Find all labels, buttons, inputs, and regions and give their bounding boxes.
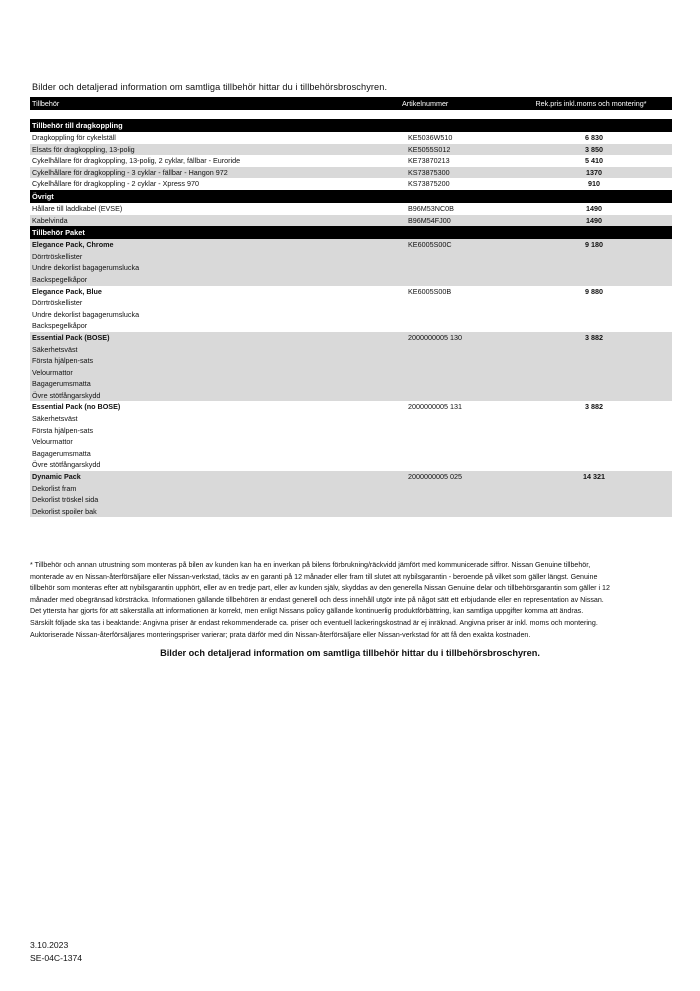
article-number: 2000000005 130 bbox=[408, 332, 462, 342]
price: 5 410 bbox=[585, 156, 603, 166]
accessory-name: Kabelvinda bbox=[32, 215, 68, 225]
footnote-line: tillbehör som monteras efter att nybilsgarantin upphört, eller av en tredje part, eller av kunden själv, skyddas av den generella Nissan Genuine delar och tillbehörsgarantin som gäller i 12 bbox=[30, 584, 610, 593]
package-item bbox=[30, 494, 672, 506]
package-item bbox=[30, 425, 672, 437]
footnote-line: månader med obegränsad körsträcka. Informationen gällande tillbehören är endast generell och dess innehåll utgör inte på något sätt ett erbjudande eller en representation av Nissan. bbox=[30, 595, 604, 604]
package-item bbox=[30, 390, 672, 402]
article-number: KE6005S00C bbox=[408, 240, 452, 250]
table-row bbox=[30, 215, 672, 227]
accessory-name: Cykelhållare för dragkoppling, 13-polig, 2 cyklar, fällbar - Euroride bbox=[32, 156, 241, 166]
package-name: Elegance Pack, Blue bbox=[32, 286, 102, 296]
footnote bbox=[30, 560, 672, 641]
footnote-line: monterade av en Nissan-återförsäljare eller Nissan-verkstad, täcks av en garanti på 12 månader eller fram till slutet att nybilsgarantin - beroende på vilket som gäller längst. Genuine bbox=[30, 572, 598, 581]
article-number: B96M53NC0B bbox=[408, 203, 454, 213]
intro-text: Bilder och detaljerad information om samtliga tillbehör hittar du i tillbehörsbroschyren. bbox=[32, 82, 388, 92]
accessory-name: Cykelhållare för dragkoppling - 2 cyklar - Xpress 970 bbox=[32, 179, 199, 189]
package-item bbox=[30, 251, 672, 263]
package-item bbox=[30, 344, 672, 356]
accessory-table bbox=[30, 97, 672, 517]
accessory-name: Elsats för dragkoppling, 13-polig bbox=[32, 144, 135, 154]
table-sections bbox=[30, 119, 672, 517]
package-item-name: Backspegelkåpor bbox=[32, 274, 88, 284]
footnote-line: Det yttersta har gjorts för att säkerställa att informationen är korrekt, men enligt Nissans policy gällande kontinuerlig produktförbättring, kan samtliga uppgifter komma att ändras. bbox=[30, 607, 584, 616]
package-row bbox=[30, 401, 672, 413]
article-number: KS73875200 bbox=[408, 179, 450, 189]
package-item-name: Första hjälpen-sats bbox=[32, 356, 94, 366]
package-item-name: Säkerhetsväst bbox=[32, 344, 78, 354]
package-item bbox=[30, 367, 672, 379]
article-number: 2000000005 025 bbox=[408, 472, 462, 482]
package-item-name: Säkerhetsväst bbox=[32, 414, 78, 424]
package-item bbox=[30, 274, 672, 286]
package-item-name: Dekorlist fram bbox=[32, 483, 77, 493]
package-item-name: Velourmattor bbox=[32, 437, 73, 447]
package-item-name: Backspegelkåpor bbox=[32, 321, 88, 331]
header-article: Artikelnummer bbox=[402, 99, 449, 108]
price: 6 830 bbox=[585, 133, 603, 142]
package-name: Essential Pack (BOSE) bbox=[32, 332, 110, 342]
price: 9 180 bbox=[585, 240, 603, 250]
price: 3 882 bbox=[585, 332, 603, 342]
header-price: Rek.pris inkl.moms och montering* bbox=[535, 99, 647, 108]
package-row bbox=[30, 332, 672, 344]
price: 1370 bbox=[586, 167, 602, 177]
package-item bbox=[30, 413, 672, 425]
price: 3 882 bbox=[585, 402, 603, 412]
document-date: 3.10.2023 bbox=[30, 940, 69, 950]
package-row bbox=[30, 286, 672, 298]
price: 1490 bbox=[586, 215, 602, 225]
package-row bbox=[30, 239, 672, 251]
package-item bbox=[30, 459, 672, 471]
package-item bbox=[30, 320, 672, 332]
package-item bbox=[30, 436, 672, 448]
accessory-name: Hållare till laddkabel (EVSE) bbox=[32, 203, 123, 213]
article-number: KS73875300 bbox=[408, 167, 450, 177]
package-name: Essential Pack (no BOSE) bbox=[32, 402, 121, 412]
footnote-line: Auktoriserade Nissan-återförsäljares monteringspriser varierar; prata därför med din Nissan-återförsäljare eller Nissan-verkstad för att få den exakta kostnaden. bbox=[30, 630, 531, 639]
document-code: SE-04C-1374 bbox=[30, 952, 83, 963]
table-row bbox=[30, 132, 672, 144]
accessory-name: Cykelhållare för dragkoppling - 3 cyklar - fällbar - Hangon 972 bbox=[32, 167, 228, 177]
price: 14 321 bbox=[583, 472, 605, 482]
package-item-name: Övre stötfångarskydd bbox=[32, 460, 101, 470]
table-row bbox=[30, 178, 672, 190]
article-number: KE5036W510 bbox=[408, 133, 453, 142]
article-number: KE6005S00B bbox=[408, 286, 452, 296]
package-item bbox=[30, 448, 672, 460]
package-item-name: Dekorlist tröskel sida bbox=[32, 495, 99, 505]
article-number: 2000000005 131 bbox=[408, 402, 462, 412]
table-row bbox=[30, 144, 672, 156]
package-item bbox=[30, 378, 672, 390]
article-number: KE5055S012 bbox=[408, 144, 451, 154]
section-title: Tillbehör till dragkoppling bbox=[32, 121, 123, 130]
package-name: Elegance Pack, Chrome bbox=[32, 240, 114, 250]
table-row bbox=[30, 167, 672, 179]
package-item-name: Övre stötfångarskydd bbox=[32, 390, 101, 400]
package-item-name: Dörrtröskellister bbox=[32, 298, 83, 308]
section-title: Tillbehör Paket bbox=[32, 228, 85, 238]
outro-text: Bilder och detaljerad information om samtliga tillbehör hittar du i tillbehörsbroschyren. bbox=[160, 648, 540, 658]
package-item-name: Velourmattor bbox=[32, 367, 73, 377]
package-item-name: Dekorlist spoiler bak bbox=[32, 506, 97, 516]
package-item-name: Första hjälpen-sats bbox=[32, 425, 94, 435]
accessory-name: Dragkoppling för cykelställ bbox=[32, 133, 116, 142]
package-item bbox=[30, 483, 672, 495]
package-item-name: Undre dekorlist bagagerumslucka bbox=[32, 309, 140, 319]
footnote-line: * Tillbehör och annan utrustning som monteras på bilen av kunden kan ha en inverkan på bilens förbrukning/räckvidd jämfört med kommunicerade siffror. Nissan Genuine tillbehör, bbox=[30, 561, 591, 569]
document-footer bbox=[30, 939, 82, 964]
table-row bbox=[30, 203, 672, 215]
price: 9 880 bbox=[585, 286, 603, 296]
package-item-name: Undre dekorlist bagagerumslucka bbox=[32, 263, 140, 273]
package-item bbox=[30, 309, 672, 321]
price: 3 850 bbox=[585, 144, 603, 154]
section-header bbox=[30, 226, 672, 239]
package-item bbox=[30, 297, 672, 309]
footnote-line: Särskilt följade ska tas i beaktande: Angivna priser är endast rekommenderade ca. priser och eventuell lackeringskostnad är ej inräknad. Angivna priser är inkl. moms och montering. bbox=[30, 618, 598, 627]
price: 1490 bbox=[586, 203, 602, 213]
table-row bbox=[30, 155, 672, 167]
article-number: B96M54FJ00 bbox=[408, 215, 451, 225]
section-header bbox=[30, 119, 672, 132]
package-item-name: Bagagerumsmatta bbox=[32, 448, 91, 458]
price: 910 bbox=[588, 179, 600, 189]
header-accessory: Tillbehör bbox=[32, 99, 60, 108]
package-item bbox=[30, 262, 672, 274]
article-number: KE73870213 bbox=[408, 156, 450, 166]
package-row bbox=[30, 471, 672, 483]
package-name: Dynamic Pack bbox=[32, 472, 81, 482]
package-item bbox=[30, 506, 672, 518]
section-header bbox=[30, 190, 672, 203]
section-title: Övrigt bbox=[32, 191, 54, 201]
table-header bbox=[30, 97, 672, 110]
package-item bbox=[30, 355, 672, 367]
package-item-name: Bagagerumsmatta bbox=[32, 379, 91, 389]
package-item-name: Dörrtröskellister bbox=[32, 251, 83, 261]
